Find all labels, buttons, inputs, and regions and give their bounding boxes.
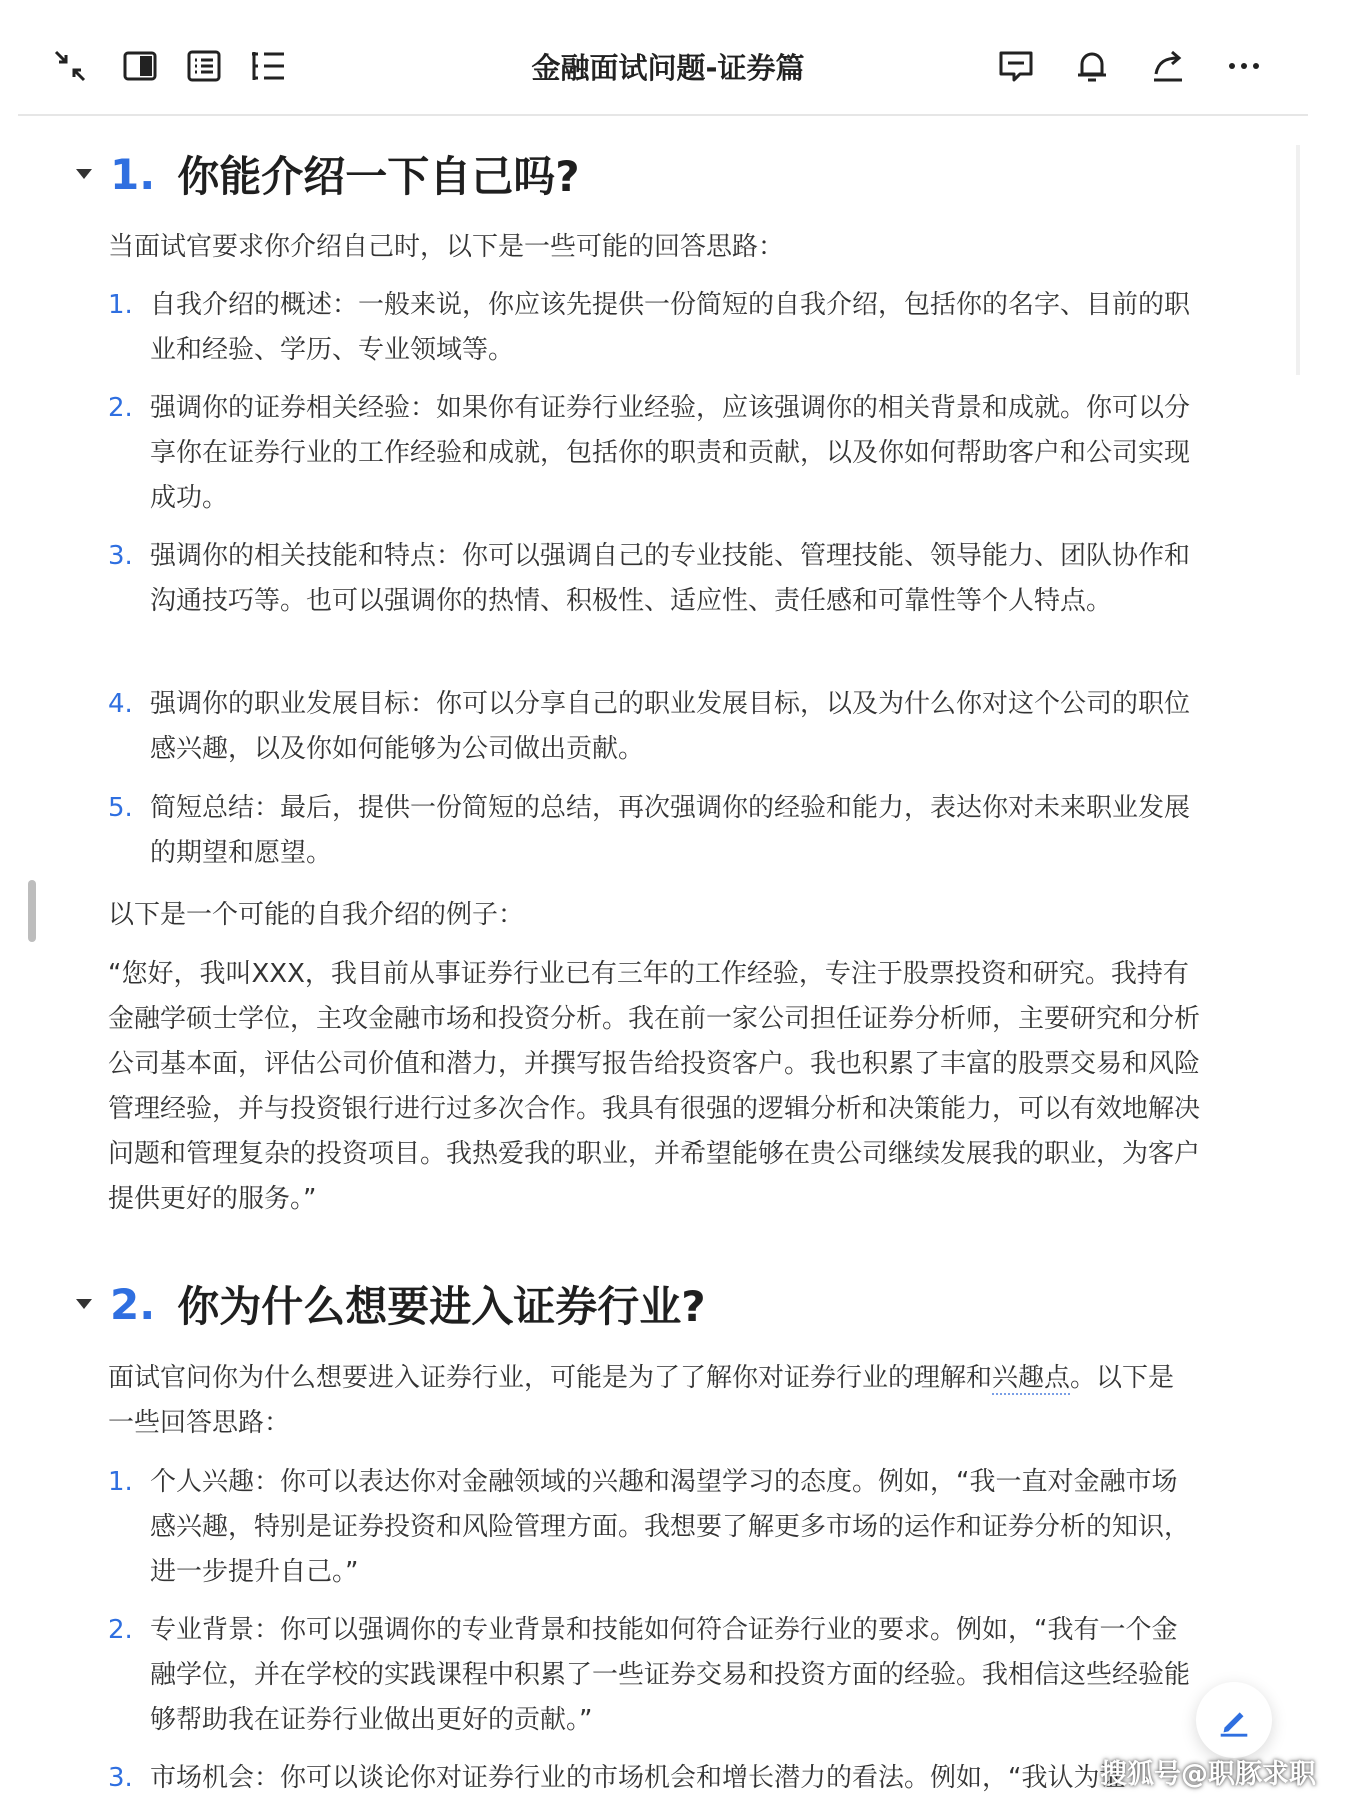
list-item: [108, 1608, 1200, 1743]
scroll-rail[interactable]: [1296, 145, 1300, 375]
list-text: 个人兴趣：你可以表达你对金融领域的兴趣和渴望学习的态度。例如，“我一直对金融市场感兴趣，特别是证券投资和风险管理方面。我想要了解更多市场的运作和证券分析的知识，进一步提升自己。”: [150, 1467, 1191, 1587]
list-number: 4.: [108, 689, 133, 719]
list-number: 1.: [108, 290, 133, 320]
top-toolbar: [18, 18, 1308, 116]
bell-icon[interactable]: [1070, 44, 1114, 88]
list-number: 1.: [108, 1467, 133, 1497]
list-number: 5.: [108, 793, 133, 823]
watermark: 搜狐号@职豚求职: [1100, 1759, 1316, 1790]
heading-number: 1.: [110, 149, 156, 199]
collapse-caret-icon[interactable]: [76, 1299, 92, 1309]
section-heading-1: [76, 144, 580, 204]
outline-list-icon[interactable]: [182, 44, 226, 88]
heading-title: 你能介绍一下自己吗?: [177, 152, 580, 201]
heading-number: 2.: [110, 1279, 156, 1329]
scroll-indicator[interactable]: [28, 880, 36, 942]
document-title: 金融面试问题-证券篇: [531, 51, 805, 85]
list-number: 2.: [108, 393, 133, 423]
list-text: 强调你的证券相关经验：如果你有证券行业经验，应该强调你的相关背景和成就。你可以分享你在证券行业的工作经验和成就，包括你的职责和贡献，以及你如何帮助客户和公司实现成功。: [150, 393, 1191, 513]
list-item: [108, 682, 1200, 772]
pencil-icon: [1215, 1701, 1253, 1739]
list-item: [108, 386, 1200, 521]
intro-text: 面试官问你为什么想要进入证券行业，可能是为了了解你对证券行业的理解和: [108, 1363, 993, 1393]
status-bar: [0, 0, 1357, 18]
section-intro: 当面试官要求你介绍自己时，以下是一些可能的回答思路：: [108, 232, 785, 262]
list-item: [108, 1756, 1200, 1801]
example-intro: 以下是一个可能的自我介绍的例子：: [108, 900, 525, 930]
section-intro: [108, 1356, 1200, 1446]
list-text: 强调你的相关技能和特点：你可以强调自己的专业技能、管理技能、领导能力、团队协作和沟通技巧等。也可以强调你的热情、积极性、适应性、责任感和可靠性等个人特点。: [150, 541, 1191, 616]
list-item: [108, 534, 1200, 624]
list-number: 3.: [108, 541, 133, 571]
list-text: 自我介绍的概述：一般来说，你应该先提供一份简短的自我介绍，包括你的名字、目前的职业和经验、学历、专业领域等。: [150, 290, 1191, 365]
list-text: 专业背景：你可以强调你的专业背景和技能如何符合证券行业的要求。例如，“我有一个金融学位，并在学校的实践课程中积累了一些证券交易和投资方面的经验。我相信这些经验能够帮助我在证券行业做出更好的贡献。”: [150, 1615, 1191, 1735]
list-number: 2.: [108, 1615, 133, 1645]
indent-list-icon[interactable]: [246, 44, 290, 88]
comment-icon[interactable]: [994, 44, 1038, 88]
example-paragraph: “您好，我叫XXX，我目前从事证券行业已有三年的工作经验，专注于股票投资和研究。我持有金融学硕士学位，主攻金融市场和投资分析。我在前一家公司担任证券分析师，主要研究和分析公司基本面，评估公司价值和潜力，并撰写报告给投资客户。我也积累了丰富的股票交易和风险管理经验，并与投资银行进行过多次合作。我具有很强的逻辑分析和决策能力，可以有效地解决问题和管理复杂的投资项目。我热爱我的职业，并希望能够在贵公司继续发展我的职业，为客户提供更好的服务。”: [108, 959, 1201, 1214]
panel-icon[interactable]: [118, 44, 162, 88]
list-item: [108, 1460, 1200, 1595]
list-item: [108, 283, 1200, 373]
list-text: 简短总结：最后，提供一份简短的总结，再次强调你的经验和能力，表达你对未来职业发展的期望和愿望。: [150, 793, 1191, 868]
list-item: [108, 786, 1200, 876]
list-text: 市场机会：你可以谈论你对证券行业的市场机会和增长潜力的看法。例如，“我认为证: [150, 1763, 1126, 1793]
heading-title: 你为什么想要进入证券行业?: [177, 1282, 706, 1331]
section-heading-2: [76, 1274, 706, 1334]
share-icon[interactable]: [1146, 44, 1190, 88]
list-text: 强调你的职业发展目标：你可以分享自己的职业发展目标，以及为什么你对这个公司的职位感兴趣，以及你如何能够为公司做出贡献。: [150, 689, 1191, 764]
intro-text: 。以下是一些回答思路：: [108, 1363, 1175, 1438]
collapse-caret-icon[interactable]: [76, 169, 92, 179]
collapse-icon[interactable]: [48, 44, 92, 88]
comment-highlight[interactable]: 兴趣点: [992, 1363, 1071, 1393]
more-icon[interactable]: [1222, 44, 1266, 88]
list-number: 3.: [108, 1763, 133, 1793]
edit-button[interactable]: [1196, 1682, 1272, 1758]
